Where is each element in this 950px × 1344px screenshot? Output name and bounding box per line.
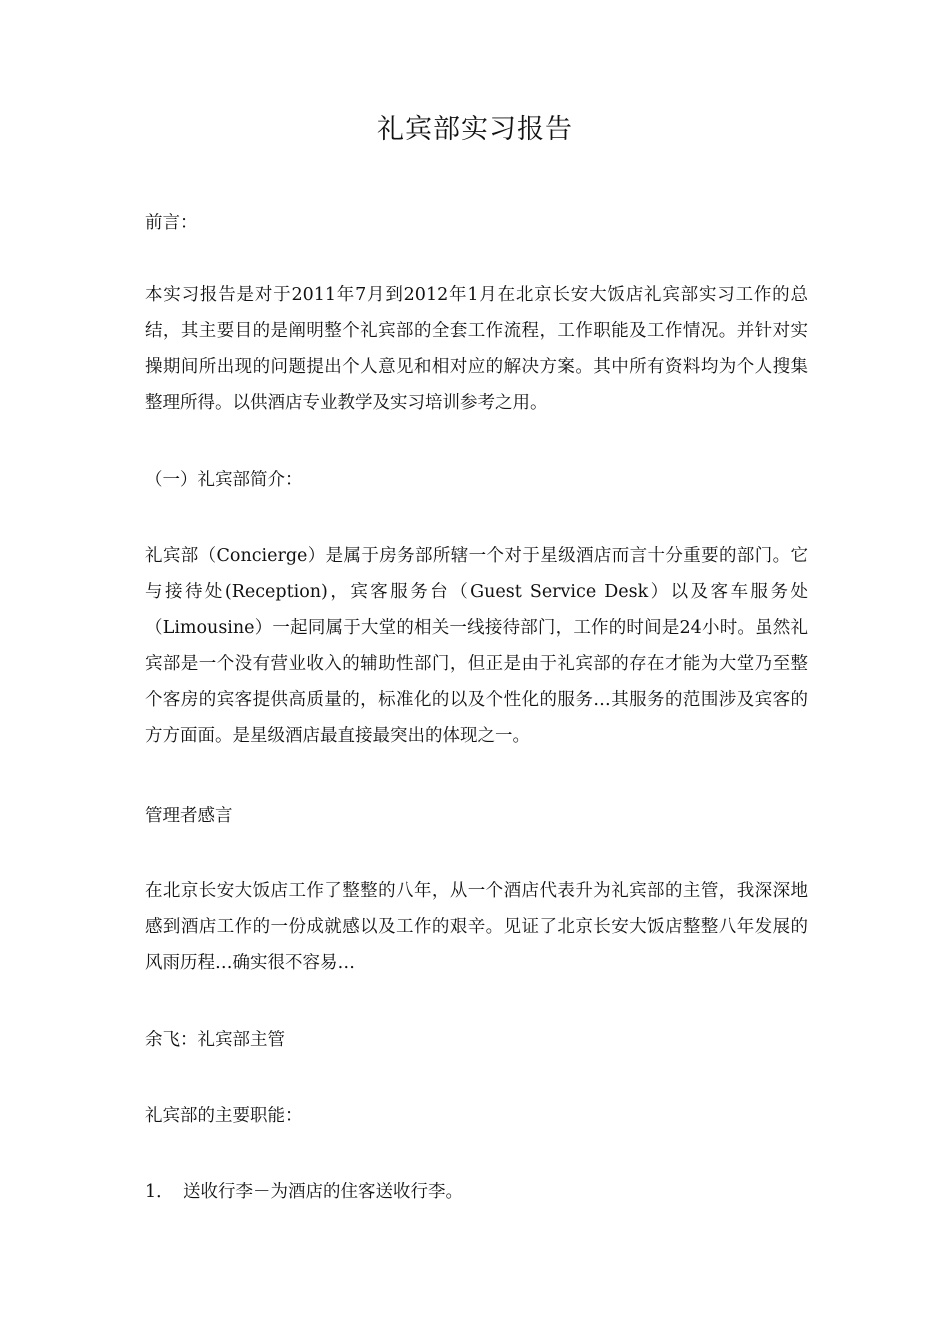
- list-item: [145, 1174, 808, 1210]
- manager-heading: 管理者感言: [145, 806, 233, 826]
- preface-paragraph: 本实习报告是对于2011年7月到2012年1月在北京长安大饭店礼宾部实习工作的总结，其主要目的是阐明整个礼宾部的全套工作流程，工作职能及工作情况。并针对实操期间所出现的问题提出个人意见和相对应的解决方案。其中所有资料均为个人搜集整理所得。以供酒店专业教学及实习培训参考之用。: [145, 285, 808, 413]
- manager-paragraph: 在北京长安大饭店工作了整整的八年，从一个酒店代表升为礼宾部的主管，我深深地感到酒店工作的一份成就感以及工作的艰辛。见证了北京长安大饭店整整八年发展的风雨历程…确实很不容易…: [145, 881, 808, 973]
- list-item-text: 送收行李－为酒店的住客送收行李。: [183, 1182, 463, 1202]
- list-item-number: 1．: [145, 1182, 174, 1202]
- preface-heading: 前言：: [145, 213, 198, 233]
- document-title: 礼宾部实习报告: [377, 114, 573, 145]
- functions-heading: 礼宾部的主要职能：: [145, 1106, 303, 1126]
- manager-signature: 余飞：礼宾部主管: [145, 1030, 285, 1050]
- section-heading-intro: （一）礼宾部简介：: [145, 470, 303, 490]
- intro-paragraph: 礼宾部（Concierge）是属于房务部所辖一个对于星级酒店而言十分重要的部门。它与接待处(Reception)，宾客服务台（Guest Service Desk）以及客车服务处（Limousine）一起同属于大堂的相关一线接待部门，工作的时间是24小时。虽然礼宾部是一个没有营业收入的辅助性部门，但正是由于礼宾部的存在才能为大堂乃至整个客房的宾客提供高质量的，标准化的以及个性化的服务…其服务的范围涉及宾客的方方面面。是星级酒店最直接最突出的体现之一。: [145, 546, 808, 746]
